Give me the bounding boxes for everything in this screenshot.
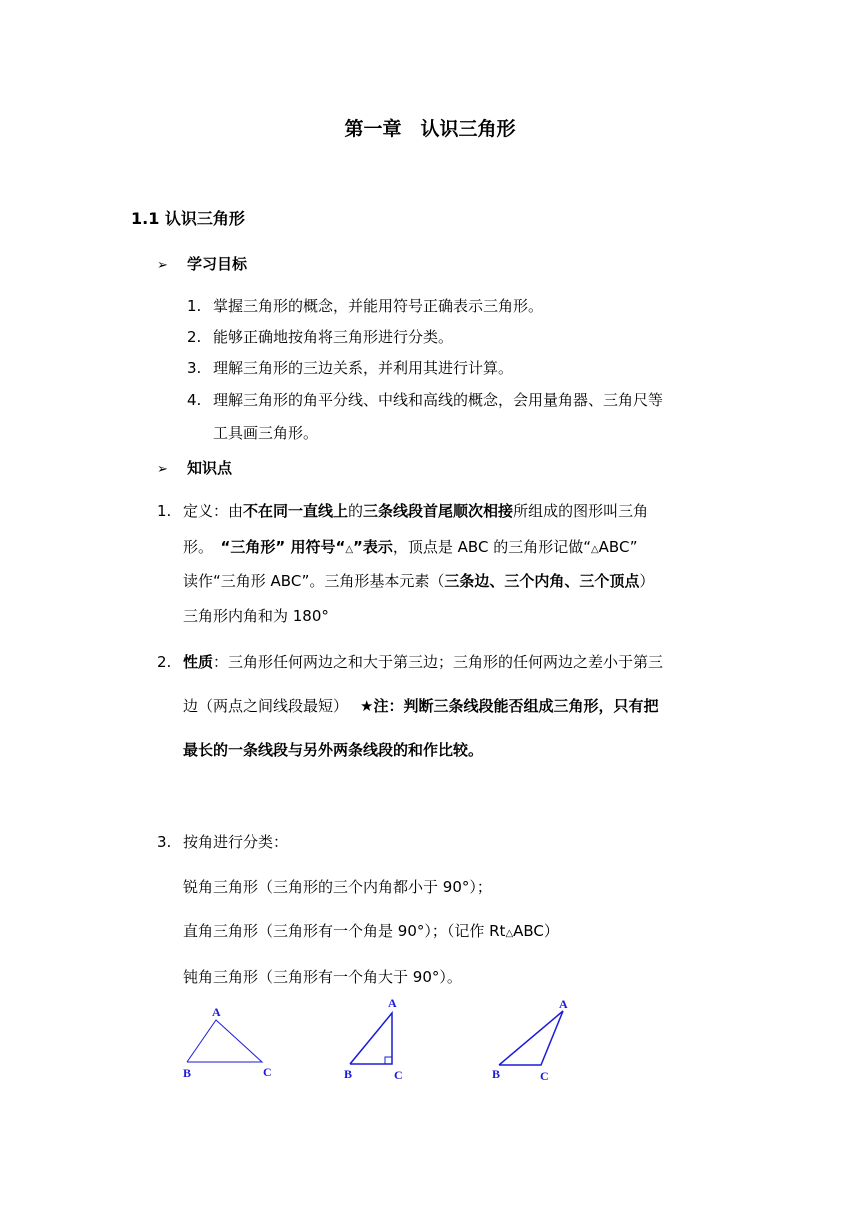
item-number: 1. — [157, 502, 172, 520]
goal-number: 4. — [187, 391, 202, 409]
triangle-figures — [175, 995, 595, 1090]
triangle-symbol: △ — [590, 544, 599, 555]
vertex-label-c: C — [263, 1065, 272, 1079]
classify-right — [183, 920, 559, 941]
text: 定义：由 — [183, 502, 244, 520]
definition-line-4: 三角形内角和为 180° — [183, 607, 329, 625]
text: ） — [639, 572, 655, 590]
arrow-bullet-icon: ➢ — [157, 462, 168, 477]
section-heading: 1.1 认识三角形 — [131, 209, 245, 228]
text: ，顶点是 ABC 的三角形记做“ — [392, 538, 591, 556]
vertex-label-a: A — [388, 996, 397, 1010]
text: ：三角形任何两边之和大于第三边；三角形的任何两边之差小于第三 — [213, 653, 664, 671]
property-line-3 — [183, 739, 483, 760]
text: 按角进行分类： — [183, 833, 289, 851]
goal-item — [187, 295, 543, 316]
goal-item — [187, 389, 663, 410]
item-number: 3. — [157, 833, 172, 851]
page-title: 第一章 认识三角形 — [344, 118, 516, 140]
text: 形。 — [183, 538, 221, 556]
bold-text: “三角形” 用符号“ — [220, 538, 346, 556]
text: 边（两点之间线段最短） — [183, 697, 349, 715]
goal-text: 掌握三角形的概念，并能用符号正确表示三角形。 — [213, 297, 544, 315]
vertex-label-b: B — [492, 1067, 501, 1081]
text: 直角三角形（三角形有一个角是 90°）；（记作 Rt — [183, 922, 506, 940]
vertex-label-a: A — [212, 1005, 221, 1019]
triangle-symbol: △ — [345, 544, 354, 555]
definition-line-1 — [157, 500, 648, 521]
bold-text: 三条线段首尾顺次相接 — [363, 502, 514, 520]
vertex-label-c: C — [394, 1068, 403, 1082]
property-line-1 — [157, 651, 663, 672]
vertex-label-b: B — [344, 1067, 353, 1081]
goal-text: 能够正确地按角将三角形进行分类。 — [213, 328, 454, 346]
goal-number: 3. — [187, 359, 202, 377]
goal-number: 1. — [187, 297, 202, 315]
vertex-label-c: C — [540, 1069, 549, 1083]
text: ABC” — [598, 538, 638, 556]
text: 所组成的图形叫三角 — [513, 502, 649, 520]
item-number: 2. — [157, 653, 172, 671]
bold-text: 三条边、三个内角、三个顶点 — [444, 572, 640, 590]
goal-item-continuation: 工具画三角形。 — [213, 424, 319, 442]
definition-line-3 — [183, 570, 654, 591]
goal-item — [187, 357, 513, 378]
arrow-bullet-icon: ➢ — [157, 258, 168, 273]
knowledge-heading — [157, 457, 232, 478]
goals-heading — [157, 253, 247, 274]
classify-obtuse: 钝角三角形（三角形有一个角大于 90°）。 — [183, 968, 462, 986]
goal-text: 理解三角形的角平分线、中线和高线的概念，会用量角器、三角尺等 — [213, 391, 664, 409]
classify-intro — [157, 831, 288, 852]
text: ABC） — [513, 922, 559, 940]
classify-acute: 锐角三角形（三角形的三个内角都小于 90°）； — [183, 878, 492, 896]
vertex-label-a: A — [559, 997, 568, 1011]
vertex-label-b: B — [183, 1066, 192, 1080]
goal-item — [187, 326, 453, 347]
goals-heading-label: 学习目标 — [187, 255, 248, 273]
text: 的 — [348, 502, 364, 520]
definition-line-2 — [183, 536, 637, 557]
knowledge-heading-label: 知识点 — [187, 459, 233, 477]
goal-text: 理解三角形的三边关系，并利用其进行计算。 — [213, 359, 514, 377]
bold-text: ★注：判断三条线段能否组成三角形，只有把 — [360, 697, 659, 715]
right-triangle-figure — [350, 1013, 392, 1064]
acute-triangle-figure — [187, 1020, 262, 1062]
triangle-symbol: △ — [505, 928, 514, 939]
goal-number: 2. — [187, 328, 202, 346]
obtuse-triangle-figure — [499, 1011, 563, 1065]
bold-text: 性质 — [183, 653, 214, 671]
property-line-2 — [183, 695, 658, 716]
bold-text: 不在同一直线上 — [243, 502, 349, 520]
text: 读作“三角形 ABC”。三角形基本元素（ — [183, 572, 445, 590]
bold-text: ”表示 — [353, 538, 393, 556]
bold-text: 最长的一条线段与另外两条线段的和作比较。 — [183, 741, 484, 759]
